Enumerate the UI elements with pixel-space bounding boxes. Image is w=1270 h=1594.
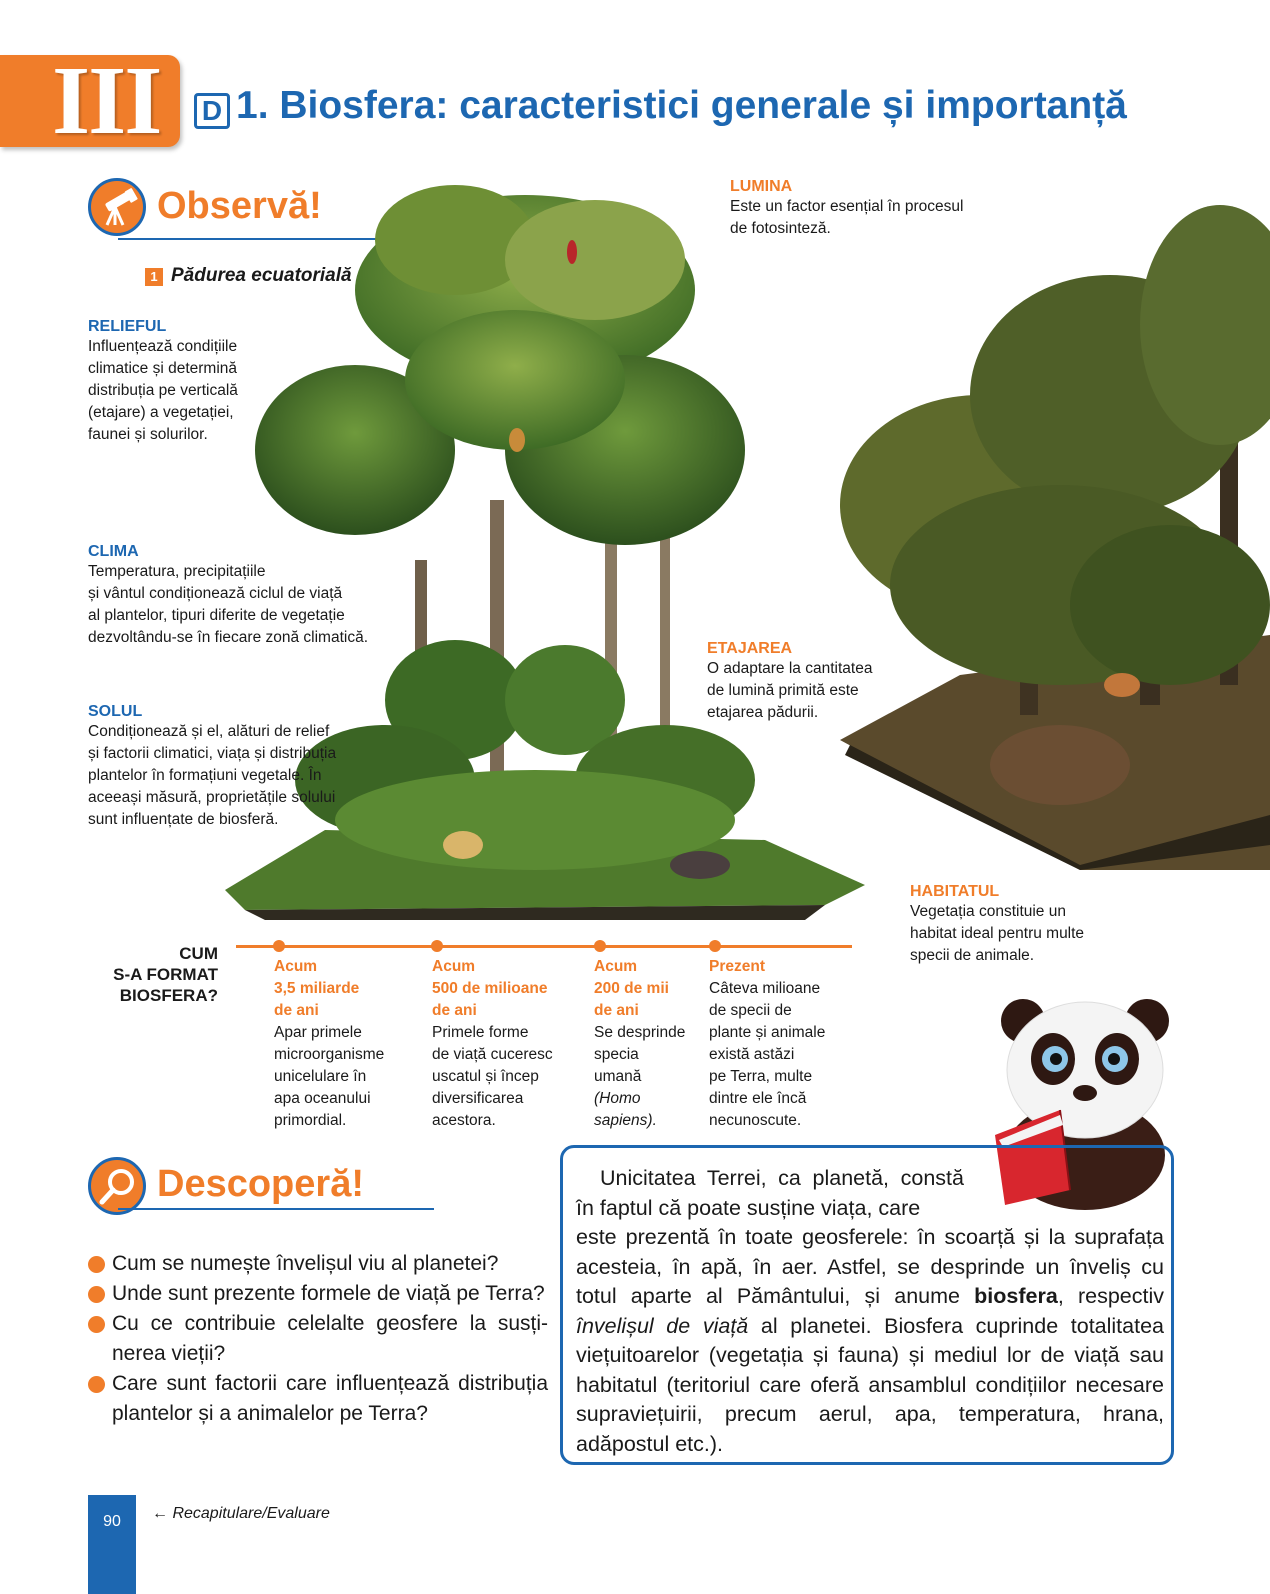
solul-head: SOLUL: [88, 703, 143, 720]
timeline-item-head: de ani: [432, 1002, 477, 1019]
timeline-item-text: dintre ele încă: [709, 1090, 807, 1107]
etajarea-line: etajarea pădurii.: [707, 704, 819, 721]
timeline-question-line: CUM: [179, 944, 218, 963]
label-solul: [88, 703, 388, 831]
question-text: Cum se numește învelișul viu al planetei?: [112, 1252, 499, 1275]
lumina-line: Este un factor esențial în procesul: [730, 198, 964, 215]
timeline-question: [78, 943, 218, 1006]
jaguar-shape: [443, 831, 483, 859]
timeline-item-head: de ani: [594, 1002, 639, 1019]
timeline-question-line: BIOSFERA?: [119, 986, 218, 1005]
descopera-underline: [118, 1208, 434, 1210]
timeline-item-head: Acum: [274, 958, 318, 975]
info-text-part: este prezentă în toate geosferele: în scoarță și la suprafața acesteia, în apă, în aer. Astfel, se desprinde un înveliș cu totul aparte al Pământului, și anume: [576, 1225, 1164, 1308]
solul-line: aceeași măsură, proprietățile solului: [88, 789, 336, 806]
timeline-item-text: umană: [594, 1068, 642, 1085]
timeline-item-text: unicelulare în: [274, 1068, 367, 1085]
magnifier-icon: [88, 1157, 146, 1215]
solul-line: plantelor în formațiuni vegetale. În: [88, 767, 322, 784]
bear-shape: [990, 725, 1130, 805]
question-item: [88, 1249, 548, 1279]
timeline-item-text: acestora.: [432, 1112, 496, 1129]
bullet-dot: [88, 1286, 105, 1303]
fox-shape: [1104, 673, 1140, 697]
relieful-line: Influențează condițiile: [88, 338, 238, 355]
unit-number: III: [52, 47, 161, 155]
timeline-item-text: Se desprinde: [594, 1024, 686, 1041]
bullet-dot: [88, 1316, 105, 1333]
question-item: [88, 1309, 548, 1369]
clima-line: Temperatura, precipitațiile: [88, 563, 266, 580]
timeline-dot: [273, 940, 285, 952]
timeline-dot: [709, 940, 721, 952]
temperate-forest-illustration: [840, 205, 1270, 870]
telescope-glyph: [91, 181, 143, 233]
timeline-item: [274, 956, 424, 1132]
habitatul-head: HABITATUL: [910, 883, 1000, 900]
timeline-item-text: există astăzi: [709, 1046, 795, 1063]
label-habitatul: [910, 883, 1150, 967]
timeline-item-text: de viață cuceresc: [432, 1046, 553, 1063]
bullet-dot: [88, 1256, 105, 1273]
info-text-intro: Unicitatea Terrei, ca planetă, constă în faptul că poate susține viața, care: [576, 1166, 964, 1220]
telescope-icon: [88, 178, 146, 236]
timeline-item-text: primordial.: [274, 1112, 347, 1129]
d-badge: D: [194, 93, 230, 129]
timeline-item-text: specia: [594, 1046, 639, 1063]
info-text-part: al planetei. Biosfera cuprinde totalitatea viețuitoarelor (vegetația și fauna) și mediul lor de viață sau habitatul (teritoriul care oferă ansamblul condițiilor necesare supraviețuirii, precum aerul, apa, temperatura, hrana, adăpostul etc.).: [576, 1313, 1165, 1456]
label-clima: [88, 543, 418, 649]
solul-line: și factorii climatici, viața și distribuția: [88, 745, 337, 762]
clima-line: al plantelor, tipuri diferite de vegetație: [88, 607, 345, 624]
recapitulare-link[interactable]: [152, 1505, 330, 1523]
monkey-shape: [509, 428, 525, 452]
info-text-body: [576, 1223, 1164, 1459]
timeline-item: [709, 956, 859, 1132]
question-text: Unde sunt prezente formele de viață pe Terra?: [112, 1282, 545, 1305]
timeline-item: [432, 956, 592, 1132]
magnifier-glyph: [91, 1160, 143, 1212]
question-text: Care sunt factorii care influențează distribuția plantelor și a animalelor pe Terra?: [112, 1372, 548, 1425]
figure-title: Pădurea ecuatorială: [171, 265, 352, 286]
timeline-item-head: Prezent: [709, 958, 765, 975]
relieful-line: (etajare) a vegetației,: [88, 404, 234, 421]
relieful-line: faunei și solurilor.: [88, 426, 208, 443]
habitatul-line: habitat ideal pentru multe: [910, 925, 1085, 942]
label-lumina: [730, 178, 1030, 240]
timeline-item-text: microorganisme: [274, 1046, 385, 1063]
solul-line: Condiționează și el, alături de relief: [88, 723, 330, 740]
timeline-item-text: plante și animale: [709, 1024, 826, 1041]
info-text-part: , respectiv: [1057, 1284, 1164, 1308]
habitatul-line: specii de animale.: [910, 947, 1035, 964]
habitatul-line: Vegetația constituie un: [910, 903, 1066, 920]
timeline-item-text: de specii de: [709, 1002, 792, 1019]
relieful-line: climatice și determină: [88, 360, 238, 377]
recapitulare-text: Recapitulare/Evaluare: [172, 1505, 330, 1522]
label-etajarea: [707, 640, 907, 724]
relieful-head: RELIEFUL: [88, 318, 167, 335]
timeline-item-text: sapiens).: [594, 1112, 657, 1129]
timeline-item-text: uscatul și încep: [432, 1068, 539, 1085]
page-number: 90: [103, 1513, 121, 1530]
timeline-item-head: Acum: [594, 958, 638, 975]
parrot-shape: [567, 240, 577, 264]
timeline-item-head: 500 de milioane: [432, 980, 548, 997]
timeline-item-head: 3,5 miliarde: [274, 980, 360, 997]
etajarea-line: O adaptare la cantitatea: [707, 660, 873, 677]
timeline-item-text: diversificarea: [432, 1090, 524, 1107]
timeline-item-head: de ani: [274, 1002, 319, 1019]
info-italic-term: învelișul de viață: [576, 1313, 749, 1338]
timeline-item-text: Apar primele: [274, 1024, 362, 1041]
question-item: [88, 1369, 548, 1429]
timeline-item-text: pe Terra, multe: [709, 1068, 813, 1085]
timeline-item: [594, 956, 706, 1132]
lumina-line: de fotosinteză.: [730, 220, 831, 237]
timeline-item-head: Acum: [432, 958, 476, 975]
question-item: [88, 1279, 548, 1309]
etajarea-head: ETAJAREA: [707, 640, 793, 657]
lumina-head: LUMINA: [730, 178, 793, 195]
figure-number: 1: [145, 268, 163, 286]
timeline-item-text: necunoscute.: [709, 1112, 802, 1129]
solul-line: sunt influențate de biosferă.: [88, 811, 279, 828]
timeline-item-text: Câteva milioane: [709, 980, 821, 997]
lesson-title: 1. Biosfera: caracteristici generale și importanță: [236, 84, 1127, 127]
timeline-item-head: 200 de mii: [594, 980, 669, 997]
page-strip: [88, 1495, 136, 1594]
clima-line: dezvoltându-se în fiecare zonă climatică.: [88, 629, 369, 646]
relieful-line: distribuția pe verticală: [88, 382, 238, 399]
clima-head: CLIMA: [88, 543, 139, 560]
question-text: Cu ce contribuie celelalte geosfere la susți-nerea vieții?: [112, 1312, 548, 1365]
timeline-item-text: apa oceanului: [274, 1090, 371, 1107]
clima-line: și vântul condiționează ciclul de viață: [88, 585, 343, 602]
timeline-question-line: S-A FORMAT: [113, 965, 218, 984]
info-bold-term: biosfera: [974, 1284, 1058, 1308]
observa-title: Observă!: [157, 185, 322, 227]
timeline-dot: [594, 940, 606, 952]
arrow-left-icon: ←: [152, 1505, 168, 1522]
timeline-dot: [431, 940, 443, 952]
question-list: [88, 1249, 548, 1429]
label-relieful: [88, 318, 288, 446]
tapir-shape: [670, 851, 730, 879]
timeline-item-text: Primele forme: [432, 1024, 529, 1041]
timeline-line: [236, 945, 852, 948]
timeline-item-text: (Homo: [594, 1090, 641, 1107]
descopera-title: Descoperă!: [157, 1163, 364, 1205]
etajarea-line: de lumină primită este: [707, 682, 859, 699]
bullet-dot: [88, 1376, 105, 1393]
